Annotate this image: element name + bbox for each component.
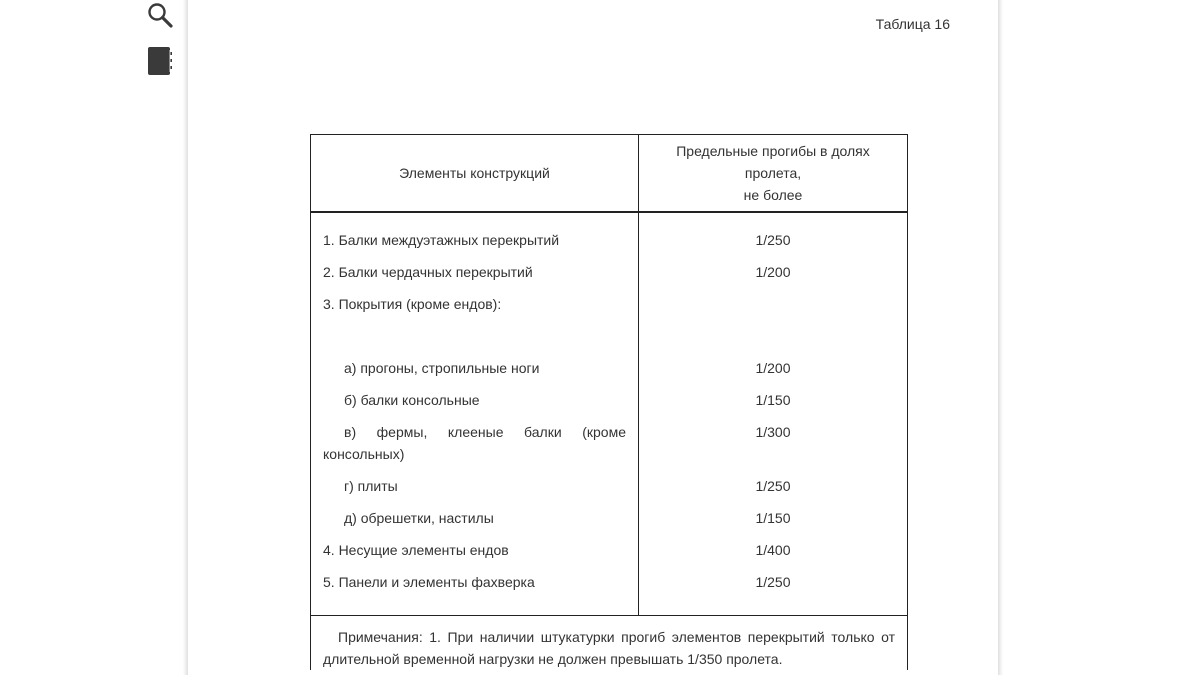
row-value: 1/300 (639, 416, 908, 470)
row-label-line2: консольных) (323, 446, 405, 462)
table-row (311, 384, 908, 416)
table-row (311, 534, 908, 566)
row-label (311, 416, 639, 470)
spacer-cell (639, 320, 908, 352)
notebook-icon (146, 46, 174, 76)
table-row (311, 352, 908, 384)
row-label: б) балки консольные (311, 384, 639, 416)
row-label: 1. Балки междуэтажных перекрытий (311, 212, 639, 256)
document-page (187, 0, 999, 675)
row-value: 1/200 (639, 256, 908, 288)
table-row (311, 470, 908, 502)
search-icon (146, 1, 174, 29)
row-value: 1/150 (639, 502, 908, 534)
row-value: 1/250 (639, 566, 908, 616)
row-label: а) прогоны, стропильные ноги (311, 352, 639, 384)
deflection-limits-table (310, 134, 908, 670)
table-row (311, 502, 908, 534)
header-limits-line3: не более (743, 187, 803, 203)
table-row (311, 566, 908, 616)
row-label: 3. Покрытия (кроме ендов): (311, 288, 639, 320)
row-value: 1/150 (639, 384, 908, 416)
table-caption: Таблица 16 (875, 16, 950, 32)
header-limits-line2: пролета, (744, 165, 802, 181)
table-note-row (311, 616, 908, 671)
spacer-cell (311, 320, 639, 352)
note-text: Примечания: 1. При наличии штукатурки прогиб элементов перекрытий только от длительной временной нагрузки не должен превышать 1/350 пролета. (323, 629, 895, 667)
row-label: 2. Балки чердачных перекрытий (311, 256, 639, 288)
row-label: г) плиты (311, 470, 639, 502)
table-note (311, 616, 908, 671)
table-spacer-row (311, 320, 908, 352)
search-button[interactable] (145, 0, 175, 30)
notebook-button[interactable] (145, 46, 175, 76)
row-value: 1/250 (639, 470, 908, 502)
header-elements: Элементы конструкций (311, 135, 639, 213)
table-row (311, 416, 908, 470)
row-label: 5. Панели и элементы фахверка (311, 566, 639, 616)
table-row (311, 212, 908, 256)
row-label: 4. Несущие элементы ендов (311, 534, 639, 566)
table-header-row (311, 135, 908, 213)
row-label: д) обрешетки, настилы (311, 502, 639, 534)
table-row (311, 256, 908, 288)
row-label-line1: в) фермы, клееные балки (кроме (344, 424, 626, 440)
header-limits (639, 135, 908, 213)
table-row (311, 288, 908, 320)
row-value: 1/400 (639, 534, 908, 566)
header-limits-line1: Предельные прогибы в долях (676, 143, 870, 159)
row-value: 1/250 (639, 212, 908, 256)
row-value (639, 288, 908, 320)
row-value: 1/200 (639, 352, 908, 384)
